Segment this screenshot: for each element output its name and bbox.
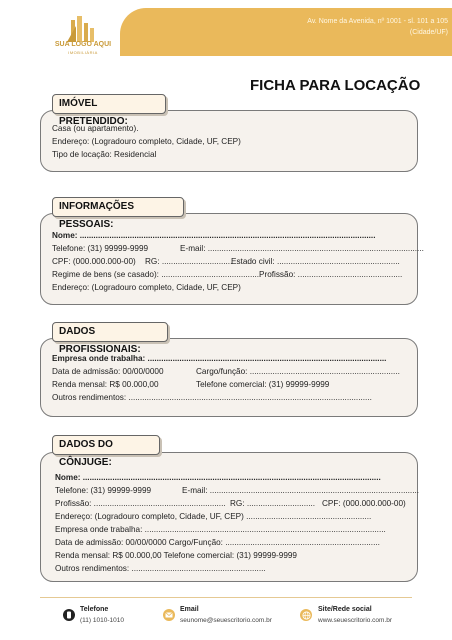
pessoais-rg-field: RG: ............................... [145, 257, 233, 266]
globe-icon [300, 609, 312, 621]
profissionais-outros-field: Outros rendimentos: ........................................................................................................... [52, 393, 372, 402]
imovel-tipo-imovel: Casa (ou apartamento). [52, 124, 139, 133]
logo-subtitle: IMOBILIÁRIA [68, 50, 98, 55]
imovel-tipo-locacao: Tipo de locação: Residencial [52, 150, 157, 159]
conjuge-nome-field: Nome: ................................................................................................................................... [55, 473, 381, 482]
conjuge-telefone: Telefone: (31) 99999-9999 [55, 486, 152, 495]
header-address: Av. Nome da Avenida, nº 1001 - sl. 101 a 105 (Cidade/UF) [307, 18, 448, 36]
profissionais-cargo-field: Cargo/função: .................................................................. [196, 367, 400, 376]
conjuge-profissao-field: Profissão: .......................................................... [55, 499, 226, 508]
conjuge-email-field: E-mail: ............................................................................................ [182, 486, 420, 495]
footer-site-value[interactable]: www.seuescritorio.com.br [318, 617, 393, 624]
footer-email-title: Email [180, 606, 199, 613]
conjuge-renda-telefone: Renda mensal: R$ 00.000,00 Telefone comercial: (31) 99999-9999 [55, 551, 297, 560]
email-icon [163, 609, 175, 621]
profissionais-admissao: Data de admissão: 00/00/0000 [52, 367, 164, 376]
footer-site-title: Site/Rede social [318, 606, 372, 613]
pessoais-cpf: CPF: (000.000.000-00) [52, 257, 136, 266]
pessoais-heading: INFORMAÇÕES PESSOAIS: [52, 197, 184, 217]
conjuge-heading: DADOS DO CÔNJUGE: [52, 435, 160, 455]
pessoais-estado-civil-field: Estado civil: ...................................................... [231, 257, 400, 266]
pessoais-profissao-field: Profissão: .............................................. [259, 270, 403, 279]
profissionais-empresa-field: Empresa onde trabalha: ......................................................................................................... [52, 354, 387, 363]
conjuge-cpf: CPF: (000.000.000-00) [322, 499, 406, 508]
imovel-heading: IMÓVEL PRETENDIDO: [52, 94, 166, 114]
footer-email-value[interactable]: seunome@seuescritorio.com.br [180, 617, 272, 624]
profissionais-telefone-comercial: Telefone comercial: (31) 99999-9999 [196, 380, 330, 389]
phone-icon [63, 609, 75, 621]
pessoais-email-field: E-mail: ............................................................................................... [180, 244, 424, 253]
footer-phone-value: (11) 1010-1010 [80, 617, 124, 624]
pessoais-telefone: Telefone: (31) 99999-9999 [52, 244, 149, 253]
footer-phone-title: Telefone [80, 606, 109, 613]
conjuge-admissao-cargo: Data de admissão: 00/00/0000 Cargo/Função: .................................................................... [55, 538, 380, 547]
profissionais-heading: DADOS PROFISSIONAIS: [52, 322, 168, 342]
conjuge-empresa-field: Empresa onde trabalha: .......................................................................................................... [55, 525, 386, 534]
footer-divider [40, 597, 412, 598]
logo-name: SUA LOGO AQUI [54, 41, 112, 48]
imovel-endereco: Endereço: (Logradouro completo, Cidade, UF, CEP) [52, 137, 241, 146]
pessoais-regime-field: Regime de bens (se casado): ............................................ [52, 270, 262, 279]
pessoais-nome-field: Nome: .................................................................................................................................. [52, 231, 376, 240]
pessoais-endereco: Endereço: (Logradouro completo, Cidade, UF, CEP) [52, 283, 241, 292]
profissionais-renda: Renda mensal: R$ 00.000,00 [52, 380, 159, 389]
conjuge-rg-field: RG: .............................. [230, 499, 316, 508]
conjuge-endereco-field: Endereço: (Logradouro completo, Cidade, UF, CEP) ....................................................... [55, 512, 372, 521]
page-title: FICHA PARA LOCAÇÃO [250, 77, 421, 94]
conjuge-outros-field: Outros rendimentos: ........................................................... [55, 564, 266, 573]
